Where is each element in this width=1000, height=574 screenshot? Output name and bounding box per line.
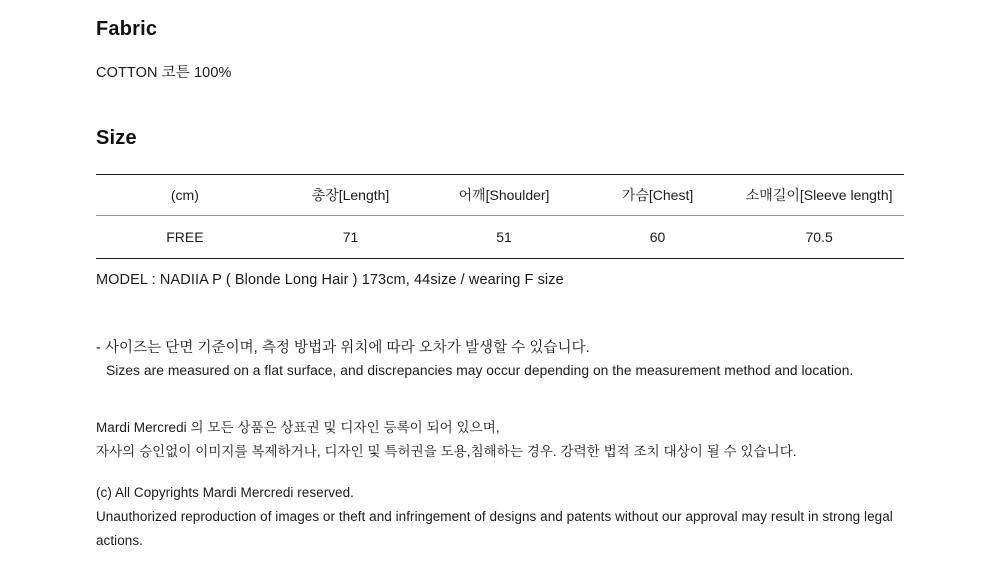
column-header-shoulder: 어깨[Shoulder] — [427, 175, 581, 216]
cell-sleeve-length: 70.5 — [734, 216, 904, 259]
fabric-heading: Fabric — [96, 18, 158, 40]
measurement-note-english: Sizes are measured on a flat surface, and discrepancies may occur depending on the measurement method and location. — [106, 363, 854, 378]
column-header-sleeve-length: 소매길이[Sleeve length] — [734, 175, 904, 216]
cell-length: 71 — [274, 216, 428, 259]
size-table-body — [96, 216, 904, 259]
cell-size-name: FREE — [96, 216, 274, 259]
table-header-row — [96, 175, 904, 216]
model-info-text: MODEL : NADIIA P ( Blonde Long Hair ) 173cm, 44size / wearing F size — [96, 272, 564, 288]
size-heading: Size — [96, 127, 137, 149]
size-table-header — [96, 175, 904, 216]
copyright-korean-line-2: 자사의 승인없이 이미지를 복제하거나, 디자인 및 특허권을 도용,침해하는 경우. 강력한 법적 조치 대상이 될 수 있습니다. — [96, 443, 797, 459]
fabric-composition-text: COTTON 코튼 100% — [96, 65, 232, 81]
column-header-unit: (cm) — [96, 175, 274, 216]
cell-chest: 60 — [581, 216, 735, 259]
cell-shoulder: 51 — [427, 216, 581, 259]
copyright-block — [96, 416, 904, 552]
column-header-length: 총장[Length] — [274, 175, 428, 216]
size-table — [96, 174, 904, 259]
copyright-english-line-2: Unauthorized reproduction of images or theft and infringement of designs and patents without our approval may result in strong legal actions. — [96, 508, 893, 548]
copyright-english-line-1: (c) All Copyrights Mardi Mercredi reserved. — [96, 485, 354, 501]
copyright-korean-line-1: Mardi Mercredi 의 모든 상품은 상표권 및 디자인 등록이 되어 있으며, — [96, 420, 500, 435]
measurement-notes — [96, 336, 904, 378]
table-row — [96, 216, 904, 259]
measurement-note-korean: - 사이즈는 단면 기준이며, 측정 방법과 위치에 따라 오차가 발생할 수 있습니다. — [96, 340, 590, 356]
column-header-chest: 가슴[Chest] — [581, 175, 735, 216]
